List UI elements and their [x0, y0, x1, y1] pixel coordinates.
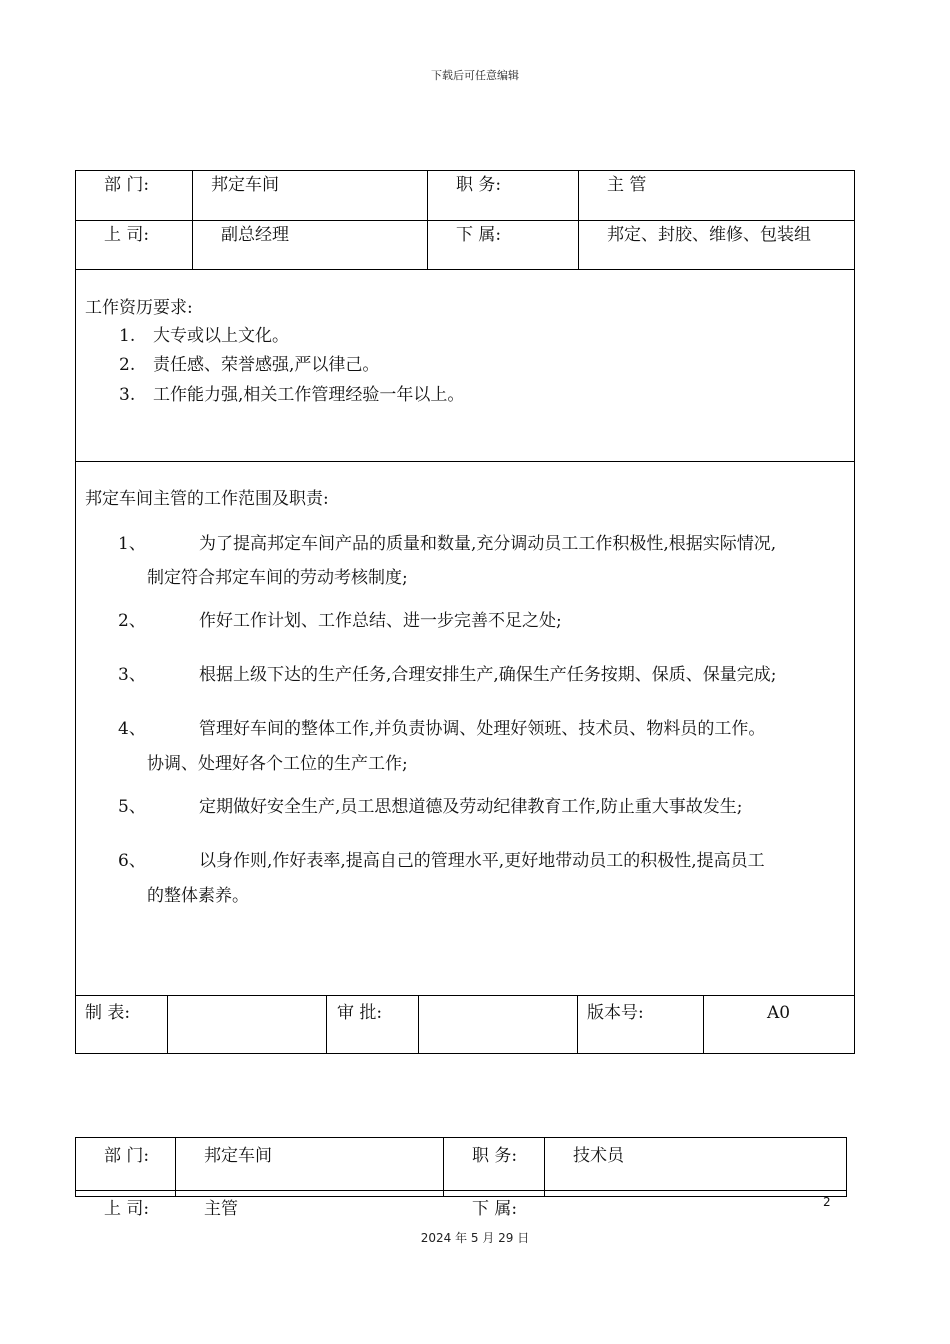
approve-label: 审 批: — [337, 1003, 383, 1023]
t1-subordinate-value: 邦定、封胶、维修、包装组 — [607, 225, 811, 245]
t2-position-value: 技术员 — [573, 1146, 624, 1166]
page-number: 2 — [823, 1195, 831, 1209]
t2-boss-label: 上 司: — [104, 1199, 150, 1219]
qualification-text: 工作能力强,相关工作管理经验一年以上。 — [153, 385, 465, 405]
duty-num: 1、 — [118, 534, 146, 554]
t1-position-value: 主 管 — [607, 175, 647, 195]
duty-text-line1: 根据上级下达的生产任务,合理安排生产,确保生产任务按期、保质、保量完成; — [199, 665, 777, 685]
duties-title: 邦定车间主管的工作范围及职责: — [85, 489, 329, 509]
duty-text-line2: 的整体素养。 — [147, 886, 249, 906]
t2-dept-label: 部 门: — [104, 1146, 150, 1166]
duty-text-line1: 作好工作计划、工作总结、进一步完善不足之处; — [199, 611, 562, 631]
qualification-text: 大专或以上文化。 — [153, 326, 289, 346]
t2-boss-value: 主管 — [204, 1199, 238, 1219]
t1-dept-value: 邦定车间 — [211, 175, 279, 195]
duty-text-line2: 制定符合邦定车间的劳动考核制度; — [147, 568, 408, 588]
t1-boss-label: 上 司: — [104, 225, 150, 245]
t1-dept-label: 部 门: — [104, 175, 150, 195]
qualification-num: 1. — [119, 326, 136, 346]
t1-subordinate-label: 下 属: — [456, 225, 502, 245]
duty-text-line1: 定期做好安全生产,员工思想道德及劳动纪律教育工作,防止重大事故发生; — [199, 797, 743, 817]
qualification-num: 3. — [119, 385, 136, 405]
duty-text-line1: 管理好车间的整体工作,并负责协调、处理好领班、技术员、物料员的工作。 — [199, 719, 766, 739]
duty-num: 6、 — [118, 851, 146, 871]
page-header-note: 下载后可任意编辑 — [431, 69, 519, 82]
qualification-text: 责任感、荣誉感强,严以律己。 — [153, 355, 380, 375]
duty-text-line2: 协调、处理好各个工位的生产工作; — [147, 754, 408, 774]
duty-text-line1: 以身作则,作好表率,提高自己的管理水平,更好地带动员工的积极性,提高员工 — [199, 851, 765, 871]
t2-subordinate-label: 下 属: — [472, 1199, 518, 1219]
t2-dept-value: 邦定车间 — [204, 1146, 272, 1166]
duty-num: 2、 — [118, 611, 146, 631]
duty-num: 4、 — [118, 719, 146, 739]
maker-label: 制 表: — [85, 1003, 131, 1023]
duty-num: 3、 — [118, 665, 146, 685]
t1-boss-value: 副总经理 — [221, 225, 289, 245]
t2-position-label: 职 务: — [472, 1146, 518, 1166]
version-value: A0 — [767, 1003, 791, 1023]
t1-position-label: 职 务: — [456, 175, 502, 195]
duty-num: 5、 — [118, 797, 146, 817]
qualification-num: 2. — [119, 355, 136, 375]
version-label: 版本号: — [587, 1003, 644, 1023]
footer-date: 2024 年 5 月 29 日 — [420, 1231, 530, 1245]
qualifications-title: 工作资历要求: — [85, 298, 193, 318]
duty-text-line1: 为了提高邦定车间产品的质量和数量,充分调动员工工作积极性,根据实际情况, — [199, 534, 777, 554]
